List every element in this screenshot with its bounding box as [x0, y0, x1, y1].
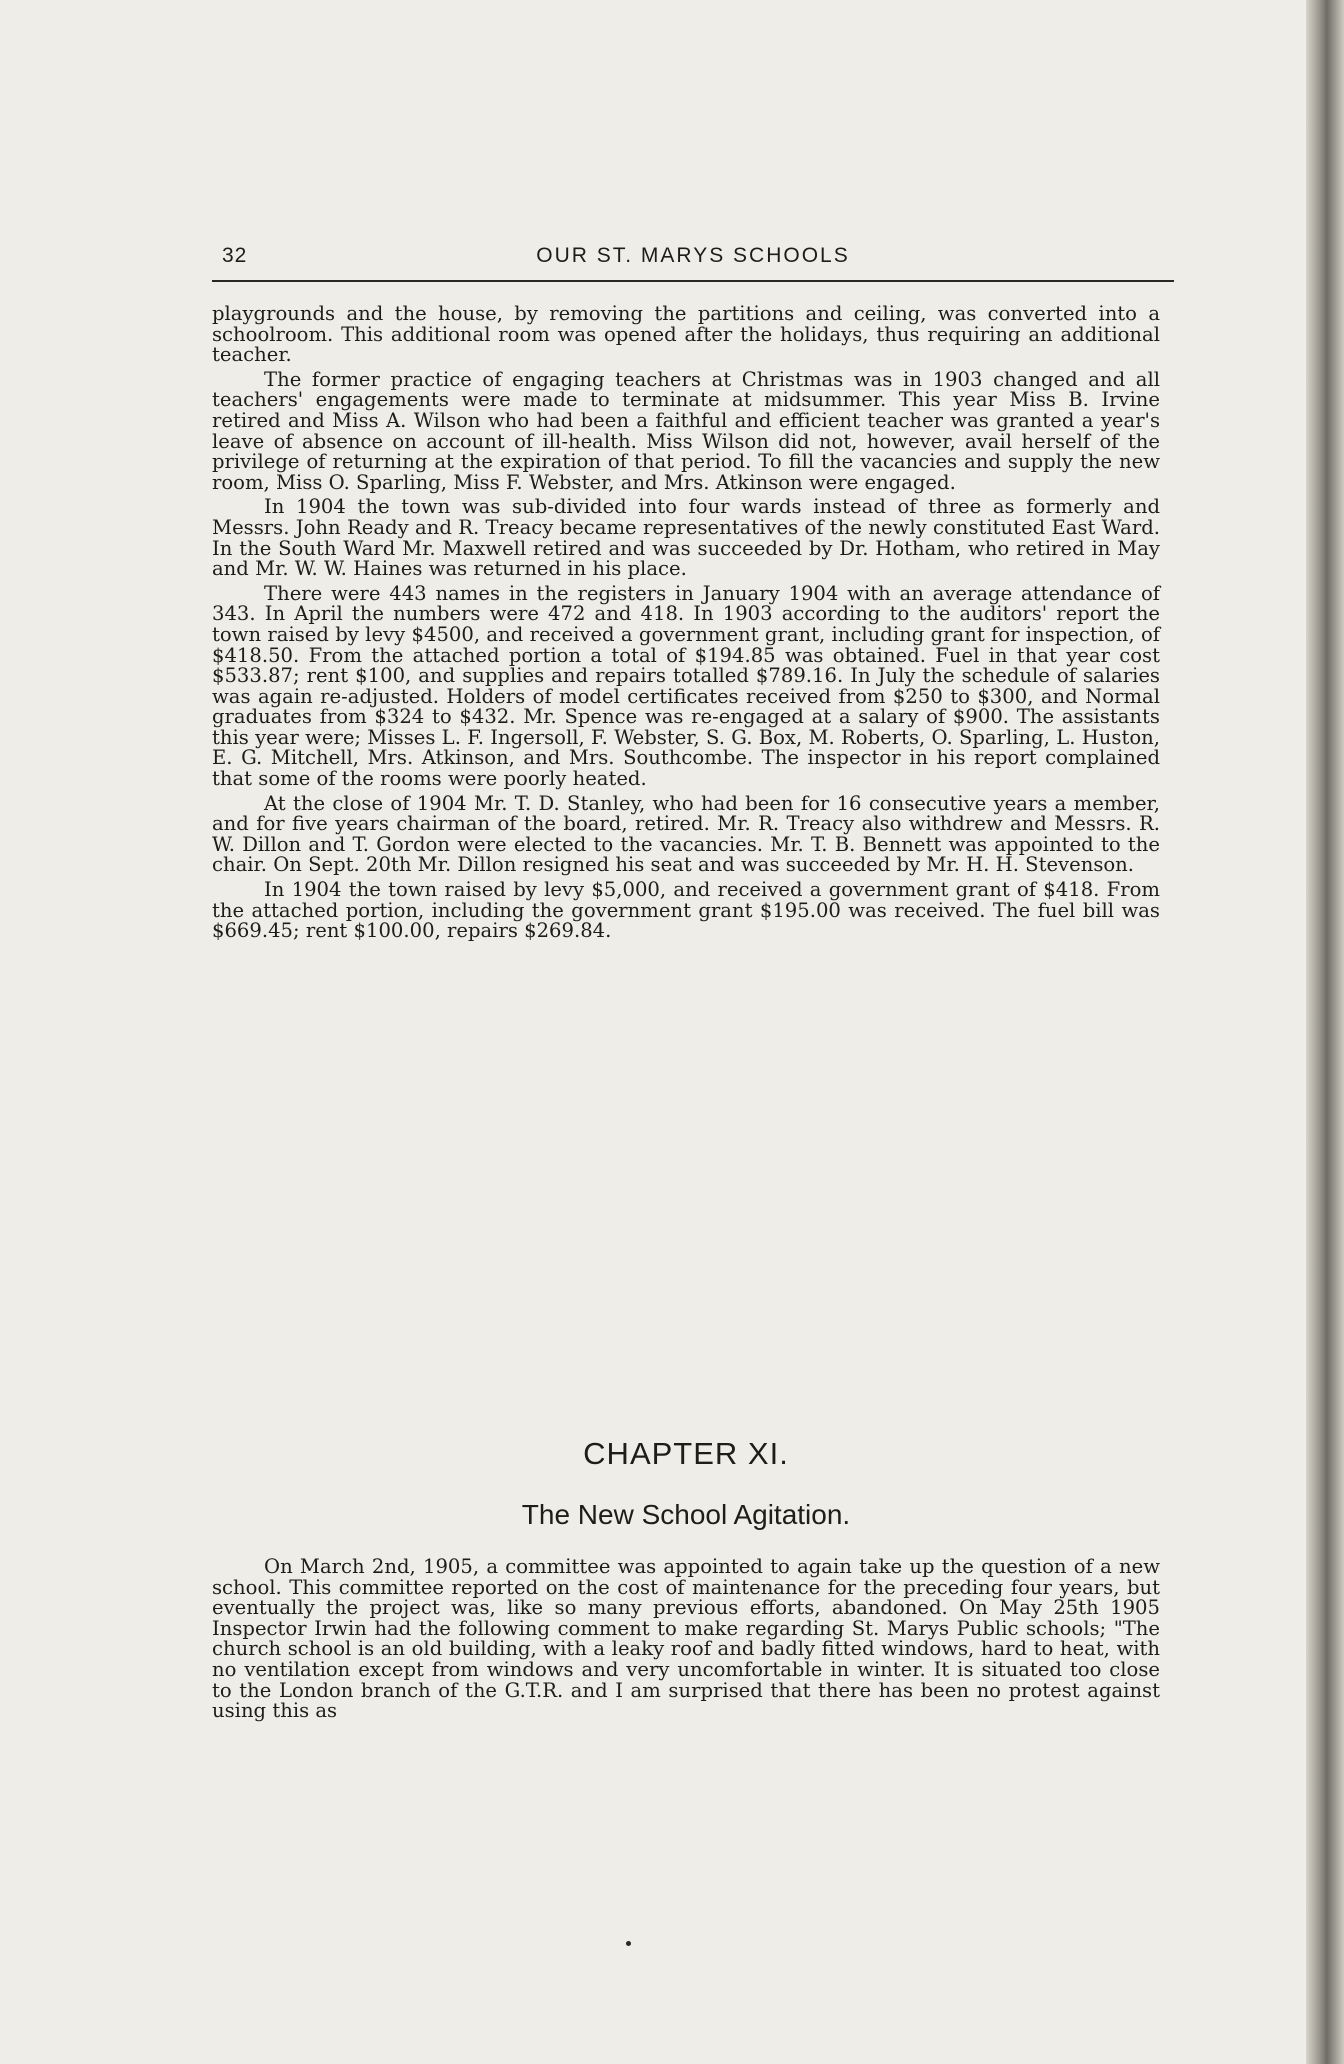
paragraph: playgrounds and the house, by removing the partitions and ceiling, was converted into a schoolroom. This additional room was opened after the holidays, thus requiring an additional teacher. — [212, 302, 1160, 367]
body-text — [212, 304, 1160, 946]
running-title: OUR ST. MARYS SCHOOLS — [536, 244, 850, 267]
paragraph: In 1904 the town raised by levy $5,000, and received a government grant of $418. From the attached portion, including the government grant $195.00 was received. The fuel bill was $669.45; rent $100.00, repairs $269.84. — [212, 878, 1160, 943]
chapter-subtitle: The New School Agitation. — [521, 1499, 851, 1530]
paragraph: The former practice of engaging teachers at Christmas was in 1903 changed and all teachers' engagements were made to terminate at midsummer. This year Miss B. Irvine retired and Miss A. Wilson who had been a faithful and efficient teacher was granted a year's leave of absence on account of ill-health. Miss Wilson did not, however, avail herself of the privilege of returning at the expiration of that period. To fill the vacancies and supply the new room, Miss O. Sparling, Miss F. Webster, and Mrs. Atkinson were engaged. — [212, 367, 1160, 494]
paragraph: In 1904 the town was sub-divided into four wards instead of three as formerly and Messrs. John Ready and R. Treacy became representatives of the newly constituted East Ward. In the South Ward Mr. Maxwell retired and was succeeded by Dr. Hotham, who retired in May and Mr. W. W. Haines was returned in his place. — [212, 495, 1160, 581]
paragraph: At the close of 1904 Mr. T. D. Stanley, who had been for 16 consecutive years a member, and for five years chairman of the board, retired. Mr. R. Treacy also withdrew and Messrs. R. W. Dillon and T. Gordon were elected to the vacancies. Mr. T. B. Bennett was appointed to the chair. On Sept. 20th Mr. Dillon resigned his seat and was succeeded by Mr. H. H. Stevenson. — [212, 791, 1160, 877]
page-mark — [626, 1941, 631, 1946]
chapter-title: CHAPTER XI. — [583, 1436, 789, 1471]
paragraph: On March 2nd, 1905, a committee was appointed to again take up the question of a new school. This committee reported on the cost of maintenance for the preceding four years, but eventually the project was, like so many previous efforts, abandoned. On May 25th 1905 Inspector Irwin had the following comment to make regarding St. Marys Public schools; "The church school is an old building, with a leaky roof and badly fitted windows, hard to heat, with no ventilation except from windows and very uncomfortable in winter. It is situated too close to the London branch of the G.T.R. and I am surprised that there has been no protest against using this as — [212, 1555, 1160, 1723]
page-edge — [1306, 0, 1344, 2064]
page-header — [212, 244, 1174, 282]
chapter-body-text — [212, 1557, 1160, 1726]
paragraph: There were 443 names in the registers in January 1904 with an average attendance of 343. In April the numbers were 472 and 418. In 1903 according to the auditors' report the town raised by levy $4500, and received a government grant, including grant for inspection, of $418.50. From the attached portion a total of $194.85 was obtained. Fuel in that year cost $533.87; rent $100, and supplies and repairs totalled $789.16. In July the schedule of salaries was again re-adjusted. Holders of model certificates received from $250 to $300, and Normal graduates from $324 to $432. Mr. Spence was re-engaged at a salary of $900. The assistants this year were; Misses L. F. Ingersoll, F. Webster, S. G. Box, M. Roberts, O. Sparling, L. Huston, E. G. Mitchell, Mrs. Atkinson, and Mrs. Southcombe. The inspector in his report complained that some of the rooms were poorly heated. — [212, 581, 1160, 791]
page-number: 32 — [222, 244, 248, 267]
